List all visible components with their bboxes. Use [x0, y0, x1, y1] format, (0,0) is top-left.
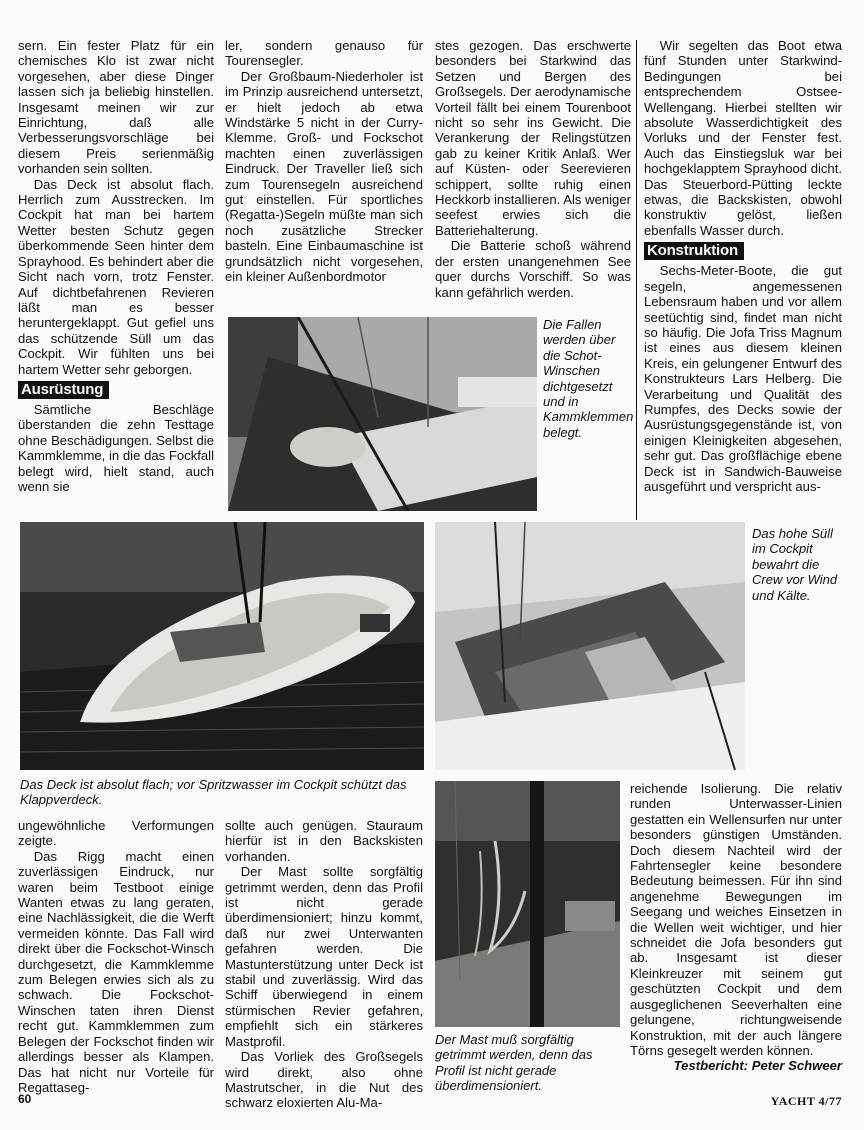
column-1-top — [18, 38, 214, 494]
paragraph: ler, sondern genauso für Tourensegler. — [225, 38, 423, 69]
paragraph: reichende Isolierung. Die relativ runden Unterwasser-Linien gestatten ein Wellensurfen nur unter besonders günstigen Umständen. Doch diesem Nachteil wird der Fahrtensegler keine besondere Bedeutung beimessen. Für ihn sind angenehme Bewegungen im Seegang und weiches Einsetzen in die Wellen weit wichtiger, und hier schneidet die Jofa besonders gut ab. Insgesamt ist dieser Kleinkreuzer mit seinem gut geschützten Cockpit und dem ausgeglichenen Seeverhalten eine gelungene, richtungweisende Konstruktion, mit der auch längere Törns gesegelt werden können. — [630, 781, 842, 1058]
paragraph: sollte auch genügen. Stauraum hierfür ist in den Backskisten vorhanden. — [225, 818, 423, 864]
caption-fallen: Die Fallen werden über die Schot-Winschen dichtgesetzt und in Kammklemmen belegt. — [543, 317, 634, 440]
photo-winches — [228, 317, 537, 511]
paragraph: Die Batterie schoß während der ersten unangenehmen See quer durchs Vorschiff. So was kann gefährlich werden. — [435, 238, 631, 300]
page-number: 60 — [18, 1092, 32, 1106]
section-heading-ausruestung: Ausrüstung — [18, 381, 109, 399]
paragraph: Das Rigg macht einen zuverlässigen Eindruck, nur waren beim Testboot einige Wanten etwas zu lang geraten, eine Nachlässigkeit, die die Werft vermeiden könnte. Das Fall wird direkt über die Fockschot-Winsch durchgesetzt, die Kammklemme zum Belegen erwies sich als zu schwach. Die Fockschot-Winschen taten ihren Dienst recht gut. Kammklemmen zum Belegen der Fockschot finden wir allerdings besser als Klampen. Das hat nicht nur Vorteile für Regattaseg- — [18, 848, 214, 1095]
byline: Testbericht: Peter Schweer — [673, 1058, 842, 1074]
photo-deck — [20, 522, 424, 770]
magazine-issue: YACHT 4/77 — [770, 1094, 842, 1108]
paragraph: Der Mast sollte sorgfältig getrimmt werden, denn das Profil ist nicht gerade überdimensioniert; hinzu kommt, daß nur zwei Unterwanten gefahren werden. Die Mastunterstützung unter Deck ist stabil und zuverlässig. Wird das Schiff überwiegend in einem stürmischen Revier gefahren, empfiehlt sich ein stärkeres Mastprofil. — [225, 864, 423, 1049]
column-2-top — [225, 38, 423, 285]
paragraph: Der Großbaum-Niederholer ist im Prinzip ausreichend untersetzt, er hielt jedoch ab etwa Windstärke 5 nicht in der Curry-Klemme. Groß- und Fockschot machten einen zuverlässigen Eindruck. Der Traveller ließ sich zum Tourensegeln ausreichend gut einstellen. Für sportliches (Regatta-)Segeln müßte man sich noch zusätzliche Strecker basteln. Eine Einbaumaschine ist grundsätzlich nicht vorgesehen, ein kleiner Außenbordmotor — [225, 68, 423, 285]
paragraph: ungewöhnliche Verformungen zeigte. — [18, 818, 214, 849]
photo-mast — [435, 781, 620, 1027]
paragraph: Das Vorliek des Großsegels wird direkt, also ohne Mastrutscher, in die Nut des schwarz eloxierten Alu-Ma- — [225, 1049, 423, 1111]
paragraph: Wir segelten das Boot etwa fünf Stunden unter Starkwind-Bedingungen bei entsprechendem Ostsee-Wellengang. Hierbei stellten wir absolute Wasserdichtigkeit des Vorluks und der Fenster fest. Auch das Einstiegsluk war bei hochgeklapptem Sprayhood dicht. Das Steuerbord-Pütting leckte etwas, die Backskisten, obwohl konstruktiv gelöst, ließen ebenfalls Wasser durch. — [644, 38, 842, 238]
photo-cockpit — [435, 522, 745, 770]
column-1-bottom — [18, 818, 214, 1095]
paragraph: Das Deck ist absolut flach. Herrlich zum Ausstrecken. Im Cockpit hat man bei hartem Wetter besten Schutz gegen überkommende Seen hinter dem Sprayhood. Es behindert aber die Sicht nach vorn, trotz Fenster. Auf dichtbefahrenen Revieren läßt man es besser heruntergeklappt. Gut gefiel uns das schützende Süll um das Cockpit. Wir fühlten uns bei hartem Wetter sehr geborgen. — [18, 176, 214, 377]
column-3-top — [435, 38, 631, 300]
caption-deck: Das Deck ist absolut flach; vor Spritzwasser im Cockpit schützt das Klappverdeck. — [20, 777, 407, 808]
column-4-bottom — [630, 781, 842, 1074]
column-divider — [636, 40, 637, 520]
paragraph: Sämtliche Beschläge überstanden die zehn Testtage ohne Beschädigungen. Selbst die Kammklemme, in die das Fockfall belegt wird, hielt stand, auch wenn sie — [18, 401, 214, 494]
paragraph: Sechs-Meter-Boote, die gut segeln, angemessenen Lebensraum haben und vor allem seetüchtig sind, findet man nicht so häufig. Die Jofa Triss Magnum ist eines aus diesem kleinen Kreis, ein gelungener Entwurf des Konstrukteurs Lars Helberg. Die Verarbeitung und Qualität des Rumpfes, des Decks sowie der Ausrüstungsgegenstände ist, von einigen Kleinigkeiten abgesehen, sehr gut. Das großflächige ebene Deck ist in Sandwich-Bauweise ausgeführt und verspricht aus- — [644, 263, 842, 494]
column-4-top — [644, 38, 842, 494]
column-2-bottom — [225, 818, 423, 1111]
caption-mast: Der Mast muß sorgfältig getrimmt werden, denn das Profil ist nicht gerade überdimensioniert. — [435, 1032, 593, 1094]
paragraph: stes gezogen. Das erschwerte besonders bei Starkwind das Setzen und Bergen des Großsegels. Der aerodynamische Vorteil fällt bei einem Tourenboot nicht so sehr ins Gewicht. Die Verankerung der Relingstützen gab zu keiner Kritik Anlaß. Wer auf Küsten- oder Seerevieren schippert, sollte ruhig einen Heckkorb installieren. Als weniger seefest erwies sich die Batteriehalterung. — [435, 38, 631, 238]
section-heading-konstruktion: Konstruktion — [644, 242, 744, 260]
paragraph: sern. Ein fester Platz für ein chemisches Klo ist zwar nicht vorgesehen, aber diese Dinger lassen sich ja beliebig hinstellen. Insgesamt meinen wir zur Einrichtung, daß alle Verbesserungsvorschläge bei diesem Preis serienmäßig vorhanden sein sollten. — [18, 38, 214, 177]
caption-suell: Das hohe Süll im Cockpit bewahrt die Crew vor Wind und Kälte. — [752, 526, 838, 603]
